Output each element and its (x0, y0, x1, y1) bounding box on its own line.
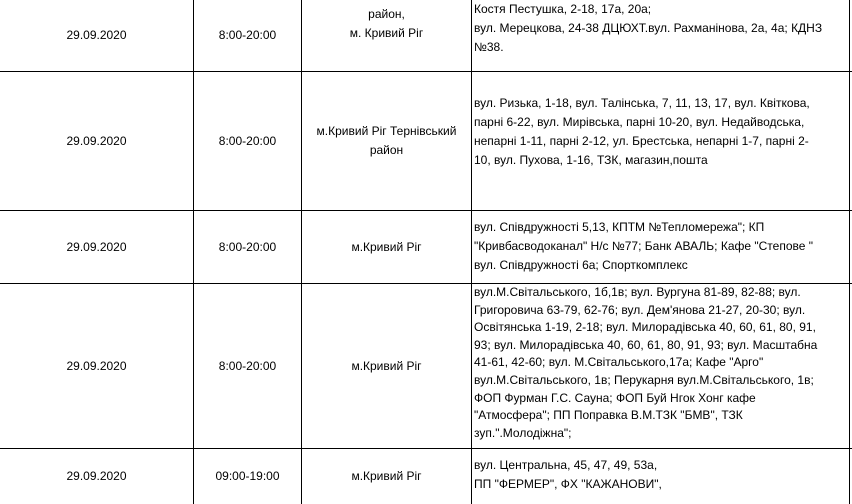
date-cell: 29.09.2020 (66, 358, 127, 373)
address-cell: вул. Центральна, 45, 47, 49, 53а, ПП "ФЕРМЕР", ФХ "КАЖАНОВИ", (474, 458, 662, 491)
address-cell: Костя Пестушка, 2-18, 17а, 20а; вул. Мерецкова, 24-38 ДЦЮХТ.вул. Рахманінова, 2а, 4а; КДНЗ №38. (474, 2, 823, 54)
column-divider (471, 0, 472, 504)
address-cell: вул. Співдружності 5,13, КПТМ №Тепломережа"; КП "Кривбасводоканал" Н/с №77; Банк АВАЛЬ; Кафе "Степове " вул. Співдружності 6а; Спорткомплекс (474, 220, 814, 272)
area-cell: район, м. Кривий Ріг (349, 7, 424, 40)
time-cell: 8:00-20:00 (218, 358, 277, 373)
address-cell: вул.М.Світальського, 1б,1в; вул. Вургуна 81-89, 82-88; вул. Григоровича 63-79, 62-76; вул. Дем'янова 21-27, 20-30; вул. Освітянська 1-19, 2-18; вул. Милорадівська 40, 60, 61, 80, 91, 93; вул. Милорадівська 40, 60, 61, 80, 91, 93; вул. Масштабна 41-61, 42-60; вул. М.Світальського,17а; Кафе "Арго" вул.М.Світальського, 1в; Перукарня вул.М.Світальського, 1в; ФОП Фурман Г.С. Сауна; ФОП Буй Нгок Хонг кафе "Атмосфера"; ПП Поправка В.М.ТЗК "БМВ", ТЗК зуп.".Молодіжна"; (474, 285, 818, 440)
time-cell: 8:00-20:00 (218, 239, 277, 254)
date-cell: 29.09.2020 (66, 469, 127, 483)
date-cell: 29.09.2020 (66, 28, 127, 42)
address-cell: вул. Ризька, 1-18, вул. Талінська, 7, 11, 13, 17, вул. Квіткова, парні 6-22, вул. Мирівська, парні 10-20, вул. Недайводська, непарні 1-11, парні 2-12, ул. Брестська, непарні 1-7, парні 2- 10, вул. Пухова, 1-16, ТЗК, магазин,пошта (474, 96, 810, 167)
area-cell: м.Кривий Ріг Тернівський район (316, 124, 457, 157)
time-cell: 8:00-20:00 (218, 133, 277, 148)
time-cell: 09:00-19:00 (215, 469, 280, 483)
area-cell: м.Кривий Ріг (351, 358, 422, 373)
time-cell: 8:00-20:00 (218, 28, 277, 42)
area-cell: м.Кривий Ріг (351, 239, 422, 254)
date-cell: 29.09.2020 (66, 133, 127, 148)
area-cell: м.Кривий Ріг (351, 469, 422, 483)
date-cell: 29.09.2020 (66, 239, 127, 254)
